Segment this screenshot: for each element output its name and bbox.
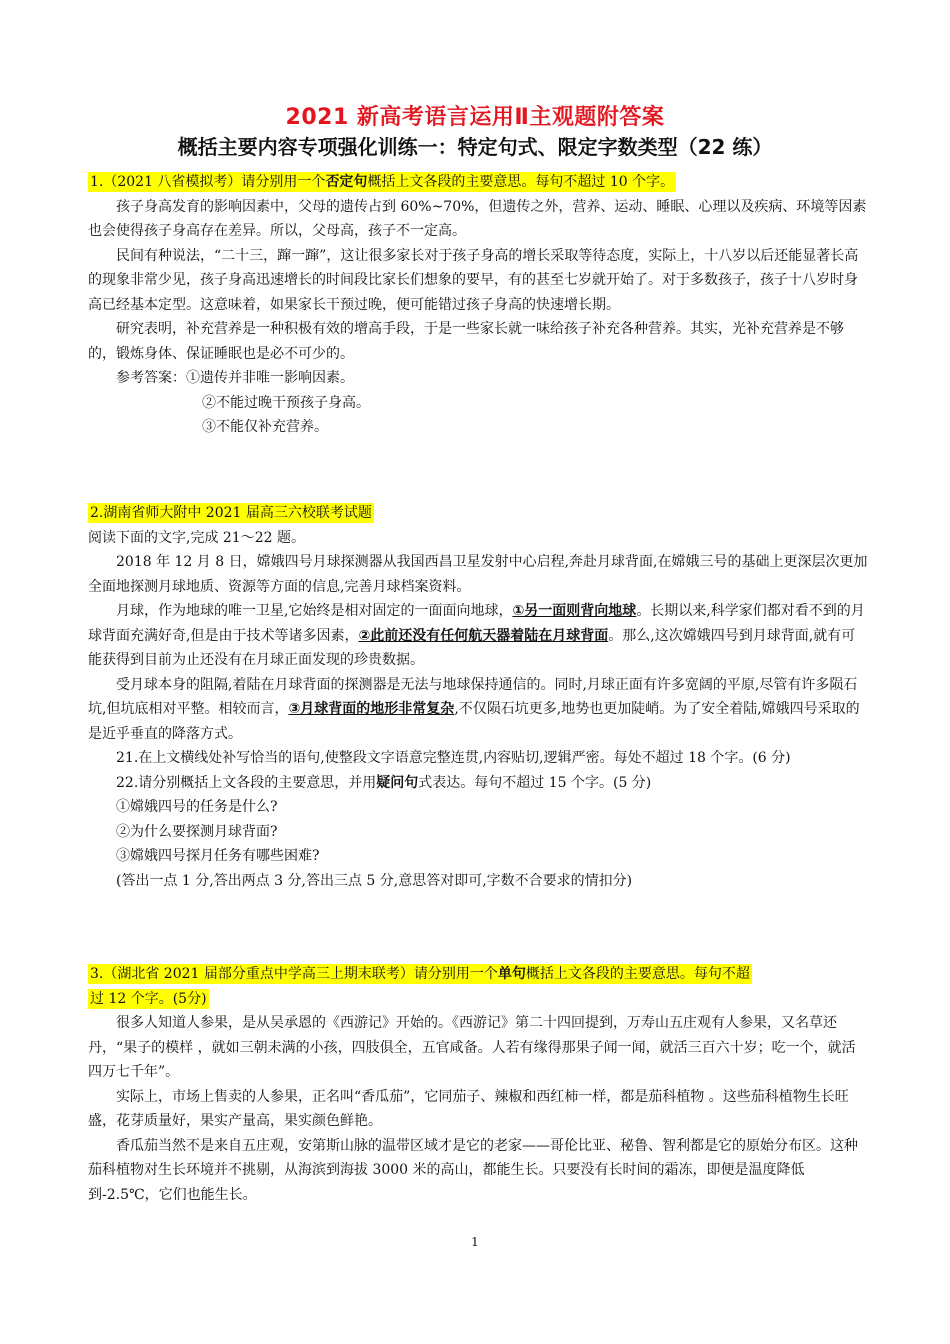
paragraph: 实际上，市场上售卖的人参果，正名叫“香瓜茄”，它同茄子、辣椒和西红柿一样，都是茄科植物 。这些茄科植物生长旺盛，花芽质量好，果实产量高，果实颜色鲜艳。	[88, 1088, 849, 1129]
paragraph: 阅读下面的文字,完成 21～22 题。	[88, 529, 305, 546]
paragraph: 孩子身高发育的影响因素中，父母的遗传占到 60%~70%，但遗传之外，营养、运动、睡眠、心理以及疾病、环境等因素也会使得孩子身高存在差异。所以，父母高，孩子不一定高。	[88, 198, 867, 239]
question-2	[88, 501, 868, 893]
paragraph: 香瓜茄当然不是来自五庄观，安第斯山脉的温带区域才是它的老家——哥伦比亚、秘鲁、智利都是它的原始分布区。这种茄科植物对生长环境并不挑剔，从海滨到海拔 3000 米的高山，都能生长。只要没有长时间的霜冻，即便是温度降低到-2.5℃，它们也能生长。	[88, 1137, 858, 1203]
paragraph: 2018 年 12 月 8 日，嫦娥四号月球探测器从我国西昌卫星发射中心启程,奔赴月球背面,在嫦娥三号的基础上更深层次更加全面地探测月球地质、资源等方面的信息,完善月球档案资料。	[88, 554, 868, 595]
paragraph: 受月球本身的阻隔,着陆在月球背面的探测器是无法与地球保持通信的。同时,月球正面有许多宽阔的平原,尽管有许多陨石坑,但坑底相对平整。相较而言，③月球背面的地形非常复杂,不仅陨石坑更多,地势也更加陡峭。为了安全着陆,嫦娥四号采取的是近乎垂直的降落方式。	[88, 676, 860, 742]
question-3-heading: 3.（湖北省 2021 届部分重点中学高三上期末联考）请分别用一个单句概括上文各段的主要意思。每句不超 过 12 个字。(5分)	[90, 966, 750, 1007]
paragraph: 民间有种说法，“二十三，蹿一蹿”，这让很多家长对于孩子身高的增长采取等待态度，实际上，十八岁以后还能显著长高的现象非常少见，孩子身高迅速增长的时间段比家长们想象的要早，有的甚至七岁就开始了。对于多数孩子，孩子十八岁时身高已经基本定型。这意味着，如果家长干预过晚，便可能错过孩子身高的快速增长期。	[88, 247, 859, 313]
answer-line: ③不能仅补充营养。	[202, 419, 328, 435]
question-2-heading: 2.湖南省师大附中 2021 届高三六校联考试题	[90, 505, 372, 521]
question-1	[88, 170, 868, 440]
answer-line: ②为什么要探测月球背面?	[116, 823, 278, 840]
paragraph: 研究表明，补充营养是一种积极有效的增高手段，于是一些家长就一味给孩子补充各种营养。其实，光补充营养是不够的，锻炼身体、保证睡眠也是必不可少的。	[88, 321, 844, 362]
question-3	[88, 962, 868, 1207]
answer-line: ③嫦娥四号探月任务有哪些困难?	[116, 848, 320, 864]
document-subtitle: 概括主要内容专项强化训练一：特定句式、限定字数类型（22 练）	[177, 135, 773, 159]
question-22: 22.请分别概括上文各段的主要意思，并用疑问句式表达。每句不超过 15 个字。(5 分)	[116, 774, 652, 791]
page-number: 1	[471, 1235, 479, 1249]
answer-line: 参考答案：①遗传并非唯一影响因素。	[116, 370, 354, 386]
question-1-heading: 1.（2021 八省模拟考）请分别用一个否定句概括上文各段的主要意思。每句不超过 10 个字。	[90, 174, 675, 190]
answer-line: ②不能过晚干预孩子身高。	[202, 394, 370, 411]
question-21: 21.在上文横线处补写恰当的语句,使整段文字语意完整连贯,内容贴切,逻辑严密。每处不超过 18 个字。(6 分)	[116, 750, 791, 766]
scoring-note: (答出一点 1 分,答出两点 3 分,答出三点 5 分,意思答对即可,字数不合要求的情扣分)	[116, 872, 633, 889]
paragraph: 很多人知道人参果，是从吴承恩的《西游记》开始的。《西游记》第二十四回提到，万寿山五庄观有人参果，又名草还丹，“果子的模样 ，就如三朝未满的小孩，四肢俱全，五官咸备。人若有缘得那果子闻一闻，就活三百六十岁；吃一个，就活四万七千年”。	[88, 1015, 856, 1080]
paragraph: 月球，作为地球的唯一卫星,它始终是相对固定的一面面向地球，①另一面则背向地球。长期以来,科学家们都对看不到的月球背面充满好奇,但是由于技术等诸多因素，②此前还没有任何航天器着陆在月球背面。那么,这次嫦娥四号到月球背面,就有可能获得到目前为止还没有在月球正面发现的珍贵数据。	[88, 603, 865, 668]
answer-line: ①嫦娥四号的任务是什么?	[116, 799, 278, 815]
document-title: 2021 新高考语言运用Ⅱ主观题附答案	[285, 105, 665, 130]
